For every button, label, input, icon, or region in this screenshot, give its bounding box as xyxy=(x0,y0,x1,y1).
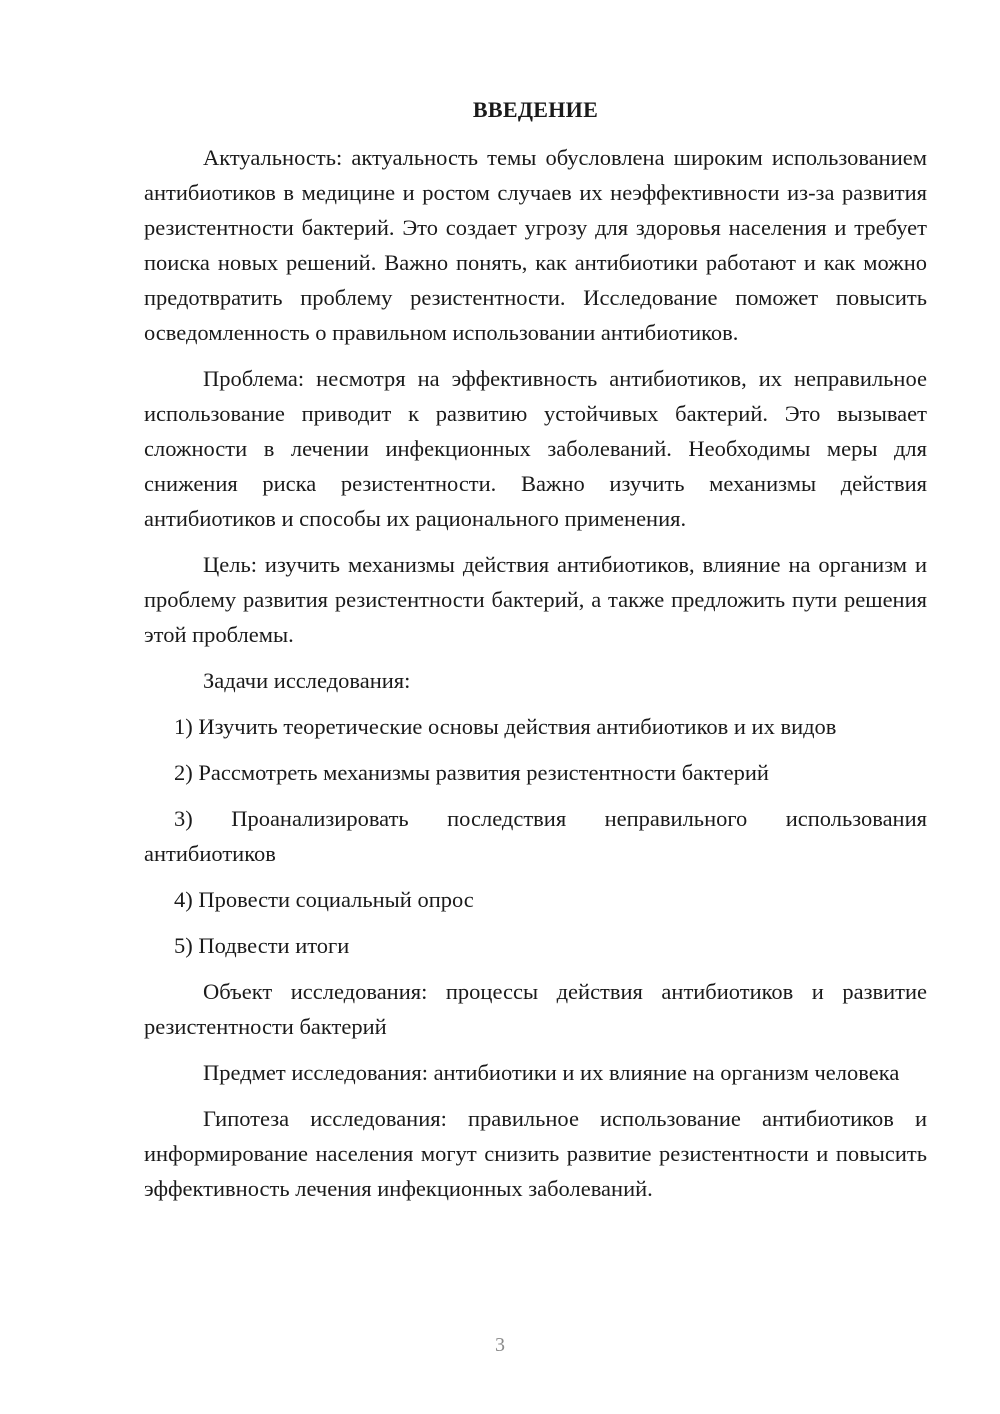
task-item: 3) Проанализировать последствия неправильного использования антибиотиков xyxy=(144,806,927,866)
document-page xyxy=(144,96,927,1217)
subject-paragraph: Предмет исследования: антибиотики и их влияние на организм человека xyxy=(203,1060,900,1085)
task-item: 4) Провести социальный опрос xyxy=(174,887,474,912)
problem-paragraph: Проблема: несмотря на эффективность антибиотиков, их неправильное использование приводит к развитию устойчивых бактерий. Это вызывает сложности в лечении инфекционных заболеваний. Необходимы меры для снижения риска резистентности. Важно изучить механизмы действия антибиотиков и способы их рационального применения. xyxy=(144,366,927,531)
task-item: 2) Рассмотреть механизмы развития резистентности бактерий xyxy=(174,760,769,785)
relevance-paragraph: Актуальность: актуальность темы обусловлена широким использованием антибиотиков в медицине и ростом случаев их неэффективности из-за развития резистентности бактерий. Это создает угрозу для здоровья населения и требует поиска новых решений. Важно понять, как антибиотики работают и как можно предотвратить проблему резистентности. Исследование поможет повысить осведомленность о правильном использовании антибиотиков. xyxy=(144,145,927,345)
tasks-title: Задачи исследования: xyxy=(203,668,411,693)
goal-paragraph: Цель: изучить механизмы действия антибиотиков, влияние на организм и проблему развития резистентности бактерий, а также предложить пути решения этой проблемы. xyxy=(144,552,927,647)
page-number: 3 xyxy=(495,1334,505,1356)
tasks-list xyxy=(144,709,927,963)
task-item: 5) Подвести итоги xyxy=(174,933,350,958)
task-item: 1) Изучить теоретические основы действия антибиотиков и их видов xyxy=(174,714,837,739)
page-title: ВВЕДЕНИЕ xyxy=(472,97,599,122)
hypothesis-paragraph: Гипотеза исследования: правильное использование антибиотиков и информирование населения могут снизить развитие резистентности и повысить эффективность лечения инфекционных заболеваний. xyxy=(144,1106,927,1201)
object-paragraph: Объект исследования: процессы действия антибиотиков и развитие резистентности бактерий xyxy=(144,979,927,1039)
